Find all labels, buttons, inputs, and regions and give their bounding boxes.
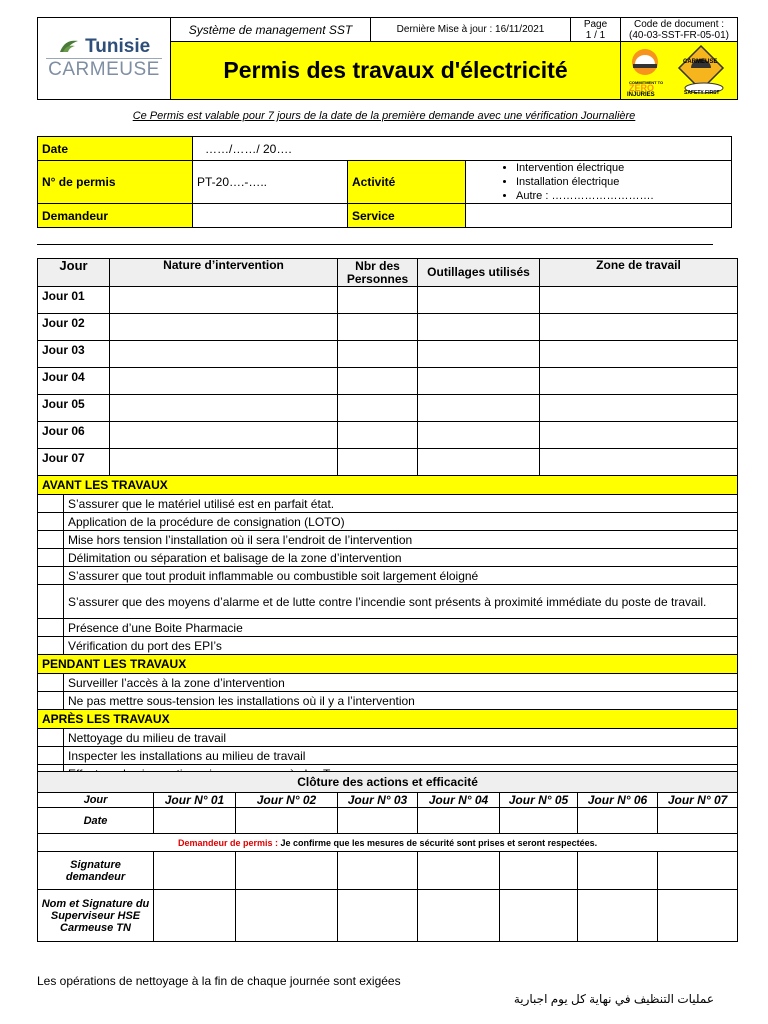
tools-cell[interactable] [418,287,540,314]
closure-day-column: Jour N° 07 [658,793,738,808]
persons-cell[interactable] [338,287,418,314]
badge-injuries-text: INJURIES [627,92,655,98]
zone-cell[interactable] [540,314,738,341]
badge-carmeuse-text: CARMEUSE [683,59,718,65]
footer-note-ar: عمليات التنظيف في نهاية كل يوم اجبارية [513,992,714,1006]
closure-day-column: Jour N° 05 [500,793,578,808]
closure-date-cell[interactable] [338,808,418,834]
tools-cell[interactable] [418,368,540,395]
checkbox[interactable] [38,619,64,637]
closure-date-cell[interactable] [500,808,578,834]
supervisor-cell[interactable] [658,890,738,942]
closure-day-column: Jour N° 03 [338,793,418,808]
signature-cell[interactable] [236,852,338,890]
closure-date-cell[interactable] [154,808,236,834]
service-field[interactable] [466,204,732,228]
persons-cell[interactable] [338,341,418,368]
activity-options[interactable] [466,161,732,204]
zone-cell[interactable] [540,395,738,422]
closure-day-label: Jour [38,793,154,808]
closure-day-column: Jour N° 06 [578,793,658,808]
checkbox[interactable] [38,531,64,549]
persons-cell[interactable] [338,368,418,395]
checkbox[interactable] [38,692,64,710]
zone-header: Zone de travail [540,259,738,287]
zone-cell[interactable] [540,449,738,476]
date-field[interactable]: ……/……/ 20…. [193,137,732,161]
checklist-item: Effectuer des inspections rigoureuses après les Travaux. [64,765,738,783]
closure-day-column: Jour N° 02 [236,793,338,808]
supervisor-signature-label: Nom et Signature du Superviseur HSE Carmeuse TN [38,890,154,942]
supervisor-cell[interactable] [578,890,658,942]
company-logo [38,18,171,100]
closure-date-cell[interactable] [236,808,338,834]
checkbox[interactable] [38,495,64,513]
signature-cell[interactable] [658,852,738,890]
tools-cell[interactable] [418,341,540,368]
supervisor-cell[interactable] [338,890,418,942]
persons-cell[interactable] [338,422,418,449]
work-log-table [37,258,738,783]
checklist-item: Vérification du port des EPI’s [64,637,738,655]
day-label: Jour 02 [38,314,110,341]
checklist-item: Présence d’une Boite Pharmacie [64,619,738,637]
activity-label: Activité [348,161,466,204]
section-before-title: AVANT LES TRAVAUX [38,476,738,495]
signature-cell[interactable] [338,852,418,890]
tools-header: Outillages utilisés [418,259,540,287]
requester-label: Demandeur [38,204,193,228]
checkbox[interactable] [38,747,64,765]
validity-note: Ce Permis est valable pour 7 jours de la date de la première demande avec une vérification Journalière [132,110,636,122]
persons-cell[interactable] [338,314,418,341]
supervisor-cell[interactable] [418,890,500,942]
document-title: Permis des travaux d'électricité [171,42,621,100]
persons-cell[interactable] [338,449,418,476]
checklist-item: S’assurer que des moyens d’alarme et de lutte contre l’incendie sont présents à proximité immédiate du poste de travail. [64,585,738,619]
section-after-title: APRÈS LES TRAVAUX [38,710,738,729]
persons-cell[interactable] [338,395,418,422]
declaration-text: Je confirme que les mesures de sécurité sont prises et seront respectées. [278,837,598,848]
document-header [37,17,738,100]
declaration-prefix: Demandeur de permis : [177,837,278,848]
logo-flame-icon [58,38,80,54]
zone-cell[interactable] [540,287,738,314]
permit-number-label: N° de permis [38,161,193,204]
zone-cell[interactable] [540,368,738,395]
logo-tunisie-text: Tunisie [38,36,170,58]
nature-cell[interactable] [110,449,338,476]
checkbox[interactable] [38,637,64,655]
supervisor-cell[interactable] [500,890,578,942]
page-number: Page 1 / 1 [571,18,621,42]
closure-title: Clôture des actions et efficacité [38,772,738,793]
closure-day-column: Jour N° 04 [418,793,500,808]
badge-zero-text: ZERO [629,83,655,93]
checklist-item: Surveiller l’accès à la zone d’intervention [64,674,738,692]
date-label: Date [38,137,193,161]
nature-cell[interactable] [110,341,338,368]
signature-cell[interactable] [154,852,236,890]
zone-cell[interactable] [540,341,738,368]
checkbox[interactable] [38,729,64,747]
tools-cell[interactable] [418,422,540,449]
checklist-item: Inspecter les installations au milieu de travail [64,747,738,765]
day-label: Jour 03 [38,341,110,368]
day-label: Jour 07 [38,449,110,476]
requester-field[interactable] [193,204,348,228]
nature-cell[interactable] [110,395,338,422]
tools-cell[interactable] [418,314,540,341]
closure-date-cell[interactable] [658,808,738,834]
tools-cell[interactable] [418,449,540,476]
checklist-item: Application de la procédure de consignation (LOTO) [64,513,738,531]
checkbox[interactable] [38,585,64,619]
signature-cell[interactable] [500,852,578,890]
nature-cell[interactable] [110,287,338,314]
checklist-item: Mise hors tension l’installation où il sera l’endroit de l’intervention [64,531,738,549]
nature-cell[interactable] [110,314,338,341]
signature-requester-label: Signature demandeur [38,852,154,890]
last-update: Dernière Mise à jour : 16/11/2021 [371,18,571,42]
logo-carmeuse-text: CARMEUSE [46,58,162,81]
permit-info-table [37,136,732,228]
checklist-item: S’assurer que tout produit inflammable ou combustible soit largement éloigné [64,567,738,585]
closure-table [37,771,738,942]
closure-date-cell[interactable] [578,808,658,834]
day-label: Jour 05 [38,395,110,422]
badge-safety-text: SAFETY FIRST [684,90,720,96]
supervisor-cell[interactable] [236,890,338,942]
activity-option[interactable]: • Autre : ………………………. [516,189,727,203]
closure-date-cell[interactable] [418,808,500,834]
activity-option[interactable]: • Intervention électrique [516,161,727,175]
checkbox[interactable] [38,549,64,567]
management-system: Système de management SST [171,18,371,42]
closure-day-column: Jour N° 01 [154,793,236,808]
day-label: Jour 01 [38,287,110,314]
day-label: Jour 04 [38,368,110,395]
day-label: Jour 06 [38,422,110,449]
safety-badges [621,42,738,100]
persons-header: Nbr des Personnes [338,259,418,287]
badge-zero-caption: COMMITMENT TO [629,80,664,85]
supervisor-cell[interactable] [154,890,236,942]
checklist-item: Délimitation ou séparation et balisage de la zone d’intervention [64,549,738,567]
separator-line [37,244,713,245]
day-header: Jour [38,259,110,287]
requester-declaration [38,834,738,852]
checkbox[interactable] [38,674,64,692]
service-label: Service [348,204,466,228]
nature-header: Nature d’intervention [110,259,338,287]
closure-date-label: Date [38,808,154,834]
checklist-item: S’assurer que le matériel utilisé est en parfait état. [64,495,738,513]
activity-option[interactable]: • Installation électrique [516,175,727,189]
zone-cell[interactable] [540,422,738,449]
permit-number-field[interactable]: PT-20….-….. [193,161,348,204]
checklist-item: Ne pas mettre sous-tension les installations où il y a l’intervention [64,692,738,710]
signature-cell[interactable] [418,852,500,890]
checkbox[interactable] [38,513,64,531]
nature-cell[interactable] [110,422,338,449]
document-code: Code de document : (40-03-SST-FR-05-01) [621,18,738,42]
signature-cell[interactable] [578,852,658,890]
section-during-title: PENDANT LES TRAVAUX [38,655,738,674]
footer-note-fr: Les opérations de nettoyage à la fin de chaque journée sont exigées [37,974,401,988]
tools-cell[interactable] [418,395,540,422]
checklist-item: Nettoyage du milieu de travail [64,729,738,747]
checkbox[interactable] [38,567,64,585]
nature-cell[interactable] [110,368,338,395]
